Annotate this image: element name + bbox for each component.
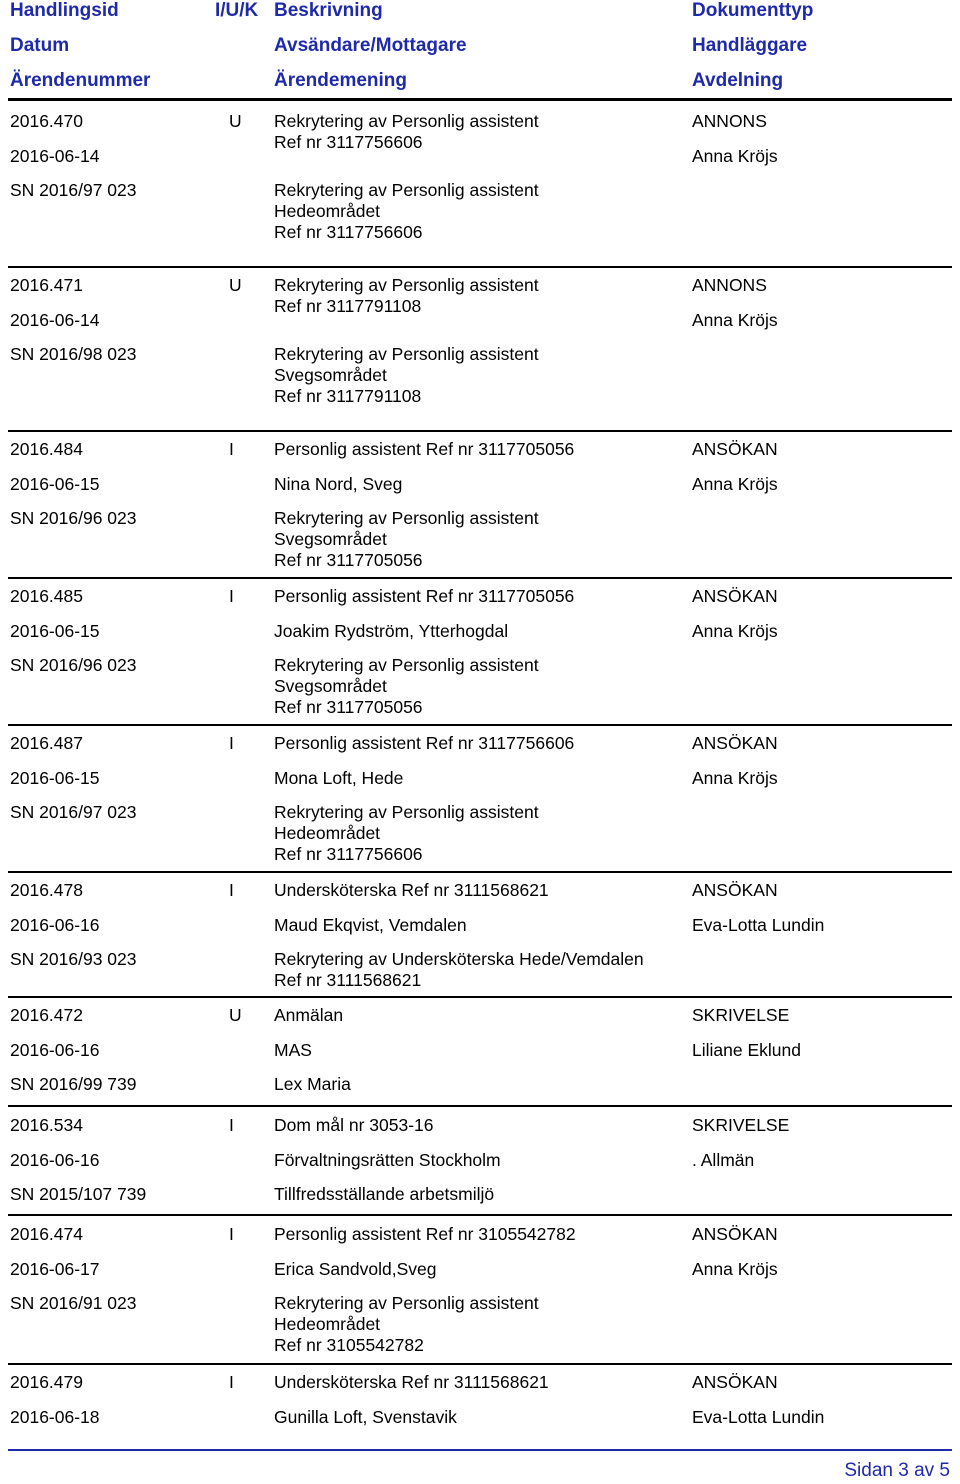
record-beskrivning: Anmälan bbox=[274, 1005, 344, 1025]
record-beskrivning: Rekrytering av Personlig assistent Ref nr 3117791108 bbox=[274, 275, 539, 316]
record-dokumenttyp: ANNONS bbox=[692, 275, 767, 295]
record-dokumenttyp: ANSÖKAN bbox=[692, 880, 778, 900]
record-datum: 2016-06-14 bbox=[10, 310, 100, 330]
record-arendenummer: SN 2016/91 023 bbox=[10, 1293, 137, 1313]
record-avsandare: Nina Nord, Sveg bbox=[274, 474, 403, 494]
record-datum: 2016-06-15 bbox=[10, 768, 100, 788]
record-divider bbox=[8, 1105, 952, 1107]
record-datum: 2016-06-16 bbox=[10, 1150, 100, 1170]
record-iuk: I bbox=[229, 880, 234, 900]
record-avsandare: Joakim Rydström, Ytterhogdal bbox=[274, 621, 509, 641]
record-handlaggare: Anna Kröjs bbox=[692, 621, 778, 641]
record-dokumenttyp: ANSÖKAN bbox=[692, 586, 778, 606]
record-iuk: U bbox=[229, 275, 242, 295]
record-datum: 2016-06-14 bbox=[10, 146, 100, 166]
record-arendemening: Lex Maria bbox=[274, 1074, 351, 1094]
record-datum: 2016-06-16 bbox=[10, 1040, 100, 1060]
record-datum: 2016-06-15 bbox=[10, 474, 100, 494]
page-number: Sidan 3 av 5 bbox=[844, 1460, 950, 1481]
record-arendemening: Rekrytering av Undersköterska Hede/Vemdalen Ref nr 3111568621 bbox=[274, 949, 644, 990]
record-dokumenttyp: SKRIVELSE bbox=[692, 1115, 790, 1135]
record-datum: 2016-06-17 bbox=[10, 1259, 100, 1279]
record-dokumenttyp: ANNONS bbox=[692, 111, 767, 131]
header-beskrivning: Beskrivning bbox=[274, 0, 383, 21]
record-handlaggare: Eva-Lotta Lundin bbox=[692, 915, 825, 935]
record-arendemening: Rekrytering av Personlig assistent Svegsområdet Ref nr 3117791108 bbox=[274, 344, 539, 406]
record-id: 2016.474 bbox=[10, 1224, 83, 1244]
footer-divider bbox=[8, 1449, 952, 1451]
record-arendemening: Rekrytering av Personlig assistent Hedeområdet Ref nr 3117756606 bbox=[274, 802, 539, 864]
record-handlaggare: Anna Kröjs bbox=[692, 146, 778, 166]
record-dokumenttyp: ANSÖKAN bbox=[692, 1372, 778, 1392]
record-dokumenttyp: SKRIVELSE bbox=[692, 1005, 790, 1025]
record-handlaggare: Anna Kröjs bbox=[692, 1259, 778, 1279]
record-arendenummer: SN 2016/97 023 bbox=[10, 802, 137, 822]
record-arendenummer: SN 2016/93 023 bbox=[10, 949, 137, 969]
record-divider bbox=[8, 266, 952, 268]
record-iuk: I bbox=[229, 1224, 234, 1244]
record-iuk: I bbox=[229, 733, 234, 753]
record-datum: 2016-06-18 bbox=[10, 1407, 100, 1427]
header-arendenummer: Ärendenummer bbox=[10, 70, 151, 91]
record-divider bbox=[8, 1363, 952, 1365]
record-beskrivning: Undersköterska Ref nr 3111568621 bbox=[274, 1372, 549, 1392]
record-beskrivning: Personlig assistent Ref nr 3117756606 bbox=[274, 733, 575, 753]
record-divider bbox=[8, 1214, 952, 1216]
header-datum: Datum bbox=[10, 35, 70, 56]
header-avsandare: Avsändare/Mottagare bbox=[274, 35, 467, 56]
record-handlaggare: Anna Kröjs bbox=[692, 474, 778, 494]
record-arendenummer: SN 2016/99 739 bbox=[10, 1074, 137, 1094]
record-divider bbox=[8, 577, 952, 579]
record-dokumenttyp: ANSÖKAN bbox=[692, 733, 778, 753]
record-iuk: I bbox=[229, 1372, 234, 1392]
record-arendenummer: SN 2016/96 023 bbox=[10, 508, 137, 528]
record-iuk: U bbox=[229, 1005, 242, 1025]
record-arendemening: Rekrytering av Personlig assistent Hedeområdet Ref nr 3117756606 bbox=[274, 180, 539, 242]
record-divider bbox=[8, 724, 952, 726]
record-avsandare: Maud Ekqvist, Vemdalen bbox=[274, 915, 467, 935]
record-arendemening: Tillfredsställande arbetsmiljö bbox=[274, 1184, 495, 1204]
record-beskrivning: Personlig assistent Ref nr 3105542782 bbox=[274, 1224, 576, 1244]
record-beskrivning: Dom mål nr 3053-16 bbox=[274, 1115, 434, 1135]
record-arendenummer: SN 2016/96 023 bbox=[10, 655, 137, 675]
record-avsandare: Förvaltningsrätten Stockholm bbox=[274, 1150, 501, 1170]
header-iuk: I/U/K bbox=[215, 0, 259, 21]
record-arendenummer: SN 2016/98 023 bbox=[10, 344, 137, 364]
record-handlaggare: . Allmän bbox=[692, 1150, 755, 1170]
record-beskrivning: Undersköterska Ref nr 3111568621 bbox=[274, 880, 549, 900]
record-beskrivning: Personlig assistent Ref nr 3117705056 bbox=[274, 586, 575, 606]
record-id: 2016.478 bbox=[10, 880, 83, 900]
record-divider bbox=[8, 871, 952, 873]
record-id: 2016.470 bbox=[10, 111, 83, 131]
record-handlaggare: Anna Kröjs bbox=[692, 310, 778, 330]
record-id: 2016.485 bbox=[10, 586, 83, 606]
record-id: 2016.487 bbox=[10, 733, 83, 753]
header-avdelning: Avdelning bbox=[692, 70, 784, 91]
record-beskrivning: Personlig assistent Ref nr 3117705056 bbox=[274, 439, 575, 459]
record-iuk: I bbox=[229, 586, 234, 606]
header-handlingsid: Handlingsid bbox=[10, 0, 119, 21]
record-divider bbox=[8, 996, 952, 998]
record-id: 2016.472 bbox=[10, 1005, 83, 1025]
record-iuk: U bbox=[229, 111, 242, 131]
record-iuk: I bbox=[229, 1115, 234, 1135]
record-id: 2016.484 bbox=[10, 439, 83, 459]
record-avsandare: MAS bbox=[274, 1040, 312, 1060]
record-beskrivning: Rekrytering av Personlig assistent Ref nr 3117756606 bbox=[274, 111, 539, 152]
record-handlaggare: Eva-Lotta Lundin bbox=[692, 1407, 825, 1427]
header-handlaggare: Handläggare bbox=[692, 35, 808, 56]
record-arendemening: Rekrytering av Personlig assistent Hedeområdet Ref nr 3105542782 bbox=[274, 1293, 539, 1355]
record-datum: 2016-06-16 bbox=[10, 915, 100, 935]
record-id: 2016.479 bbox=[10, 1372, 83, 1392]
header-arendemening: Ärendemening bbox=[274, 70, 408, 91]
record-arendenummer: SN 2015/107 739 bbox=[10, 1184, 147, 1204]
record-arendemening: Rekrytering av Personlig assistent Svegsområdet Ref nr 3117705056 bbox=[274, 508, 539, 570]
header-divider bbox=[8, 98, 952, 101]
record-handlaggare: Liliane Eklund bbox=[692, 1040, 801, 1060]
record-avsandare: Erica Sandvold,Sveg bbox=[274, 1259, 437, 1279]
record-id: 2016.471 bbox=[10, 275, 83, 295]
record-iuk: I bbox=[229, 439, 234, 459]
record-datum: 2016-06-15 bbox=[10, 621, 100, 641]
record-dokumenttyp: ANSÖKAN bbox=[692, 1224, 778, 1244]
record-divider bbox=[8, 430, 952, 432]
record-arendemening: Rekrytering av Personlig assistent Svegsområdet Ref nr 3117705056 bbox=[274, 655, 539, 717]
header-dokumenttyp: Dokumenttyp bbox=[692, 0, 814, 21]
record-id: 2016.534 bbox=[10, 1115, 83, 1135]
record-handlaggare: Anna Kröjs bbox=[692, 768, 778, 788]
record-avsandare: Gunilla Loft, Svenstavik bbox=[274, 1407, 457, 1427]
record-dokumenttyp: ANSÖKAN bbox=[692, 439, 778, 459]
record-avsandare: Mona Loft, Hede bbox=[274, 768, 404, 788]
record-arendenummer: SN 2016/97 023 bbox=[10, 180, 137, 200]
